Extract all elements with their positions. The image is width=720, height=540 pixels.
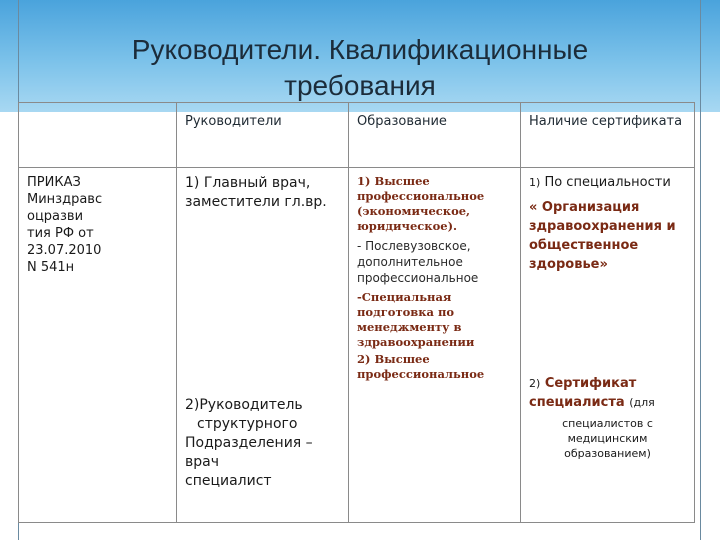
certificate-note-inline: (для — [629, 396, 655, 409]
leader-item-2-line: Подразделения – — [185, 435, 313, 451]
certificate-specialty: По специальности — [544, 175, 671, 190]
certificate-num-2: 2) — [529, 377, 541, 390]
education-postgrad: - Послевузовское, дополнительное профессиональное — [357, 239, 479, 285]
education-num-1: 1) — [357, 174, 371, 188]
leader-item-2 — [185, 396, 340, 491]
leader-item-2-line: 2)Руководитель — [185, 397, 303, 413]
education-higher-2: 2) Высшее профессиональное — [357, 352, 485, 381]
header-leaders: Руководители — [177, 103, 349, 168]
leader-item-2-line: врач — [185, 454, 219, 470]
certificate-num-1: 1) — [529, 176, 541, 189]
header-empty-cell — [19, 103, 177, 168]
education-higher-1-text: Высшее профессиональное (экономическое, юридическое). — [357, 174, 485, 233]
education-special: -Специальная подготовка по менеджменту в здравоохранении — [357, 290, 475, 349]
header-certificate: Наличие сертификата — [521, 103, 695, 168]
requirements-table — [18, 102, 695, 523]
order-line: N 541н — [27, 260, 75, 275]
certificate-note: специалистов с медицинским образованием) — [562, 417, 653, 460]
order-cell — [19, 168, 177, 523]
certificate-item-1 — [529, 174, 686, 274]
order-line: ПРИКАЗ — [27, 175, 81, 190]
leader-item-2-line: структурного — [197, 416, 298, 432]
order-line: оцразви — [27, 209, 84, 224]
education-higher-1 — [357, 174, 512, 234]
certificate-specialty-name: « Организация здравоохранения и общественное здоровье» — [529, 200, 676, 272]
table-body-row — [19, 168, 695, 523]
table-header-row — [19, 103, 695, 168]
leader-item-2-line: специалист — [185, 473, 272, 489]
order-line: тия РФ от — [27, 226, 94, 241]
education-cell — [349, 168, 521, 523]
certificate-specialist: Сертификат специалиста — [529, 376, 637, 410]
leader-item-1: 1) Главный врач, заместители гл.вр. — [185, 175, 327, 210]
slide-title: Руководители. Квалификационные требования — [131, 34, 589, 101]
right-border-line — [700, 0, 701, 540]
order-line: Минздравс — [27, 192, 103, 207]
order-line: 23.07.2010 — [27, 243, 102, 258]
certificate-cell — [521, 168, 695, 523]
header-education: Образование — [349, 103, 521, 168]
certificate-item-2 — [529, 374, 686, 461]
leaders-cell — [177, 168, 349, 523]
